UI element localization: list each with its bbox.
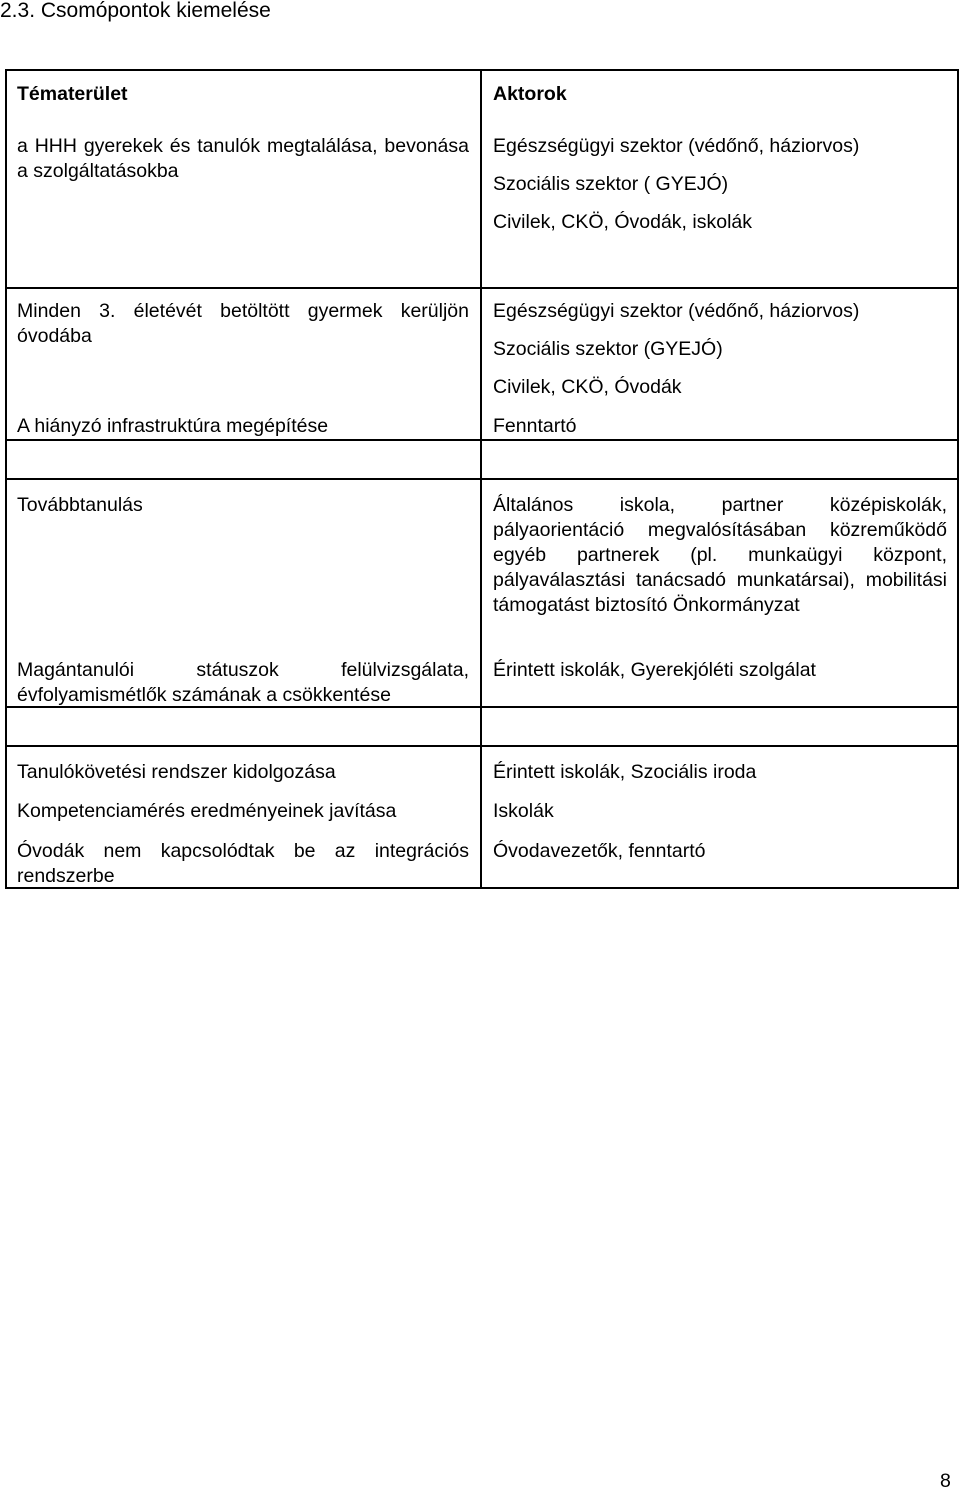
row3-actors-b: Érintett iskolák, Gyerekjóléti szolgálat: [493, 659, 816, 681]
row4-actors-b: Iskolák: [493, 800, 554, 822]
row2-actor-3: Civilek, CKÖ, Óvodák: [493, 376, 682, 398]
row4-topic-a: Tanulókövetési rendszer kidolgozása: [17, 761, 336, 783]
row2-topic-a: Minden 3. életévét betöltött gyermek kerüljön óvodába: [17, 300, 469, 347]
page-number: 8: [940, 1470, 951, 1492]
row1-actor-2: Szociális szektor ( GYEJÓ): [493, 173, 729, 195]
header-topic: Tématerület: [17, 83, 128, 105]
row1-actor-3: Civilek, CKÖ, Óvodák, iskolák: [493, 211, 752, 233]
row4-actors-c: Óvodavezetők, fenntartó: [493, 840, 706, 862]
row3-topic-a: Továbbtanulás: [17, 494, 143, 516]
row2-actor-2: Szociális szektor (GYEJÓ): [493, 338, 723, 360]
row1-topic: a HHH gyerekek és tanulók megtalálása, bevonása a szolgáltatásokba: [17, 135, 469, 182]
row3-topic-b: Magántanulói státuszok felülvizsgálata, évfolyamismétlők számának a csökkentése: [17, 659, 469, 706]
table-rule-row3b: [5, 745, 959, 747]
section-title: 2.3. Csomópontok kiemelése: [0, 0, 271, 22]
row4-topic-b: Kompetenciamérés eredményeinek javítása: [17, 800, 397, 822]
row4-topic-c: Óvodák nem kapcsolódtak be az integrációs rendszerbe: [17, 840, 469, 887]
header-actors: Aktorok: [493, 83, 567, 105]
row2-actor-4: Fenntartó: [493, 415, 577, 437]
table-column-divider: [480, 69, 482, 889]
table-border-left: [5, 69, 7, 889]
row2-topic-b: A hiányzó infrastruktúra megépítése: [17, 415, 329, 437]
row3-actors-a: Általános iskola, partner középiskolák, pályaorientáció megvalósításában közreműködő egyéb partnerek (pl. munkaügyi központ, pályaválasztási tanácsadó munkatársai), mobilitási támogatást biztosító Önkormányzat: [493, 494, 947, 616]
table-rule-row2a: [5, 439, 959, 441]
row2-actor-1: Egészségügyi szektor (védőnő, háziorvos): [493, 300, 860, 322]
table-border-top: [5, 69, 959, 71]
table-rule-row1: [5, 287, 959, 289]
row1-actor-1: Egészségügyi szektor (védőnő, háziorvos): [493, 135, 860, 157]
table-border-right: [957, 69, 959, 889]
nodes-table: [5, 69, 959, 889]
row4-actors-a: Érintett iskolák, Szociális iroda: [493, 761, 757, 783]
table-rule-row2b: [5, 478, 959, 480]
